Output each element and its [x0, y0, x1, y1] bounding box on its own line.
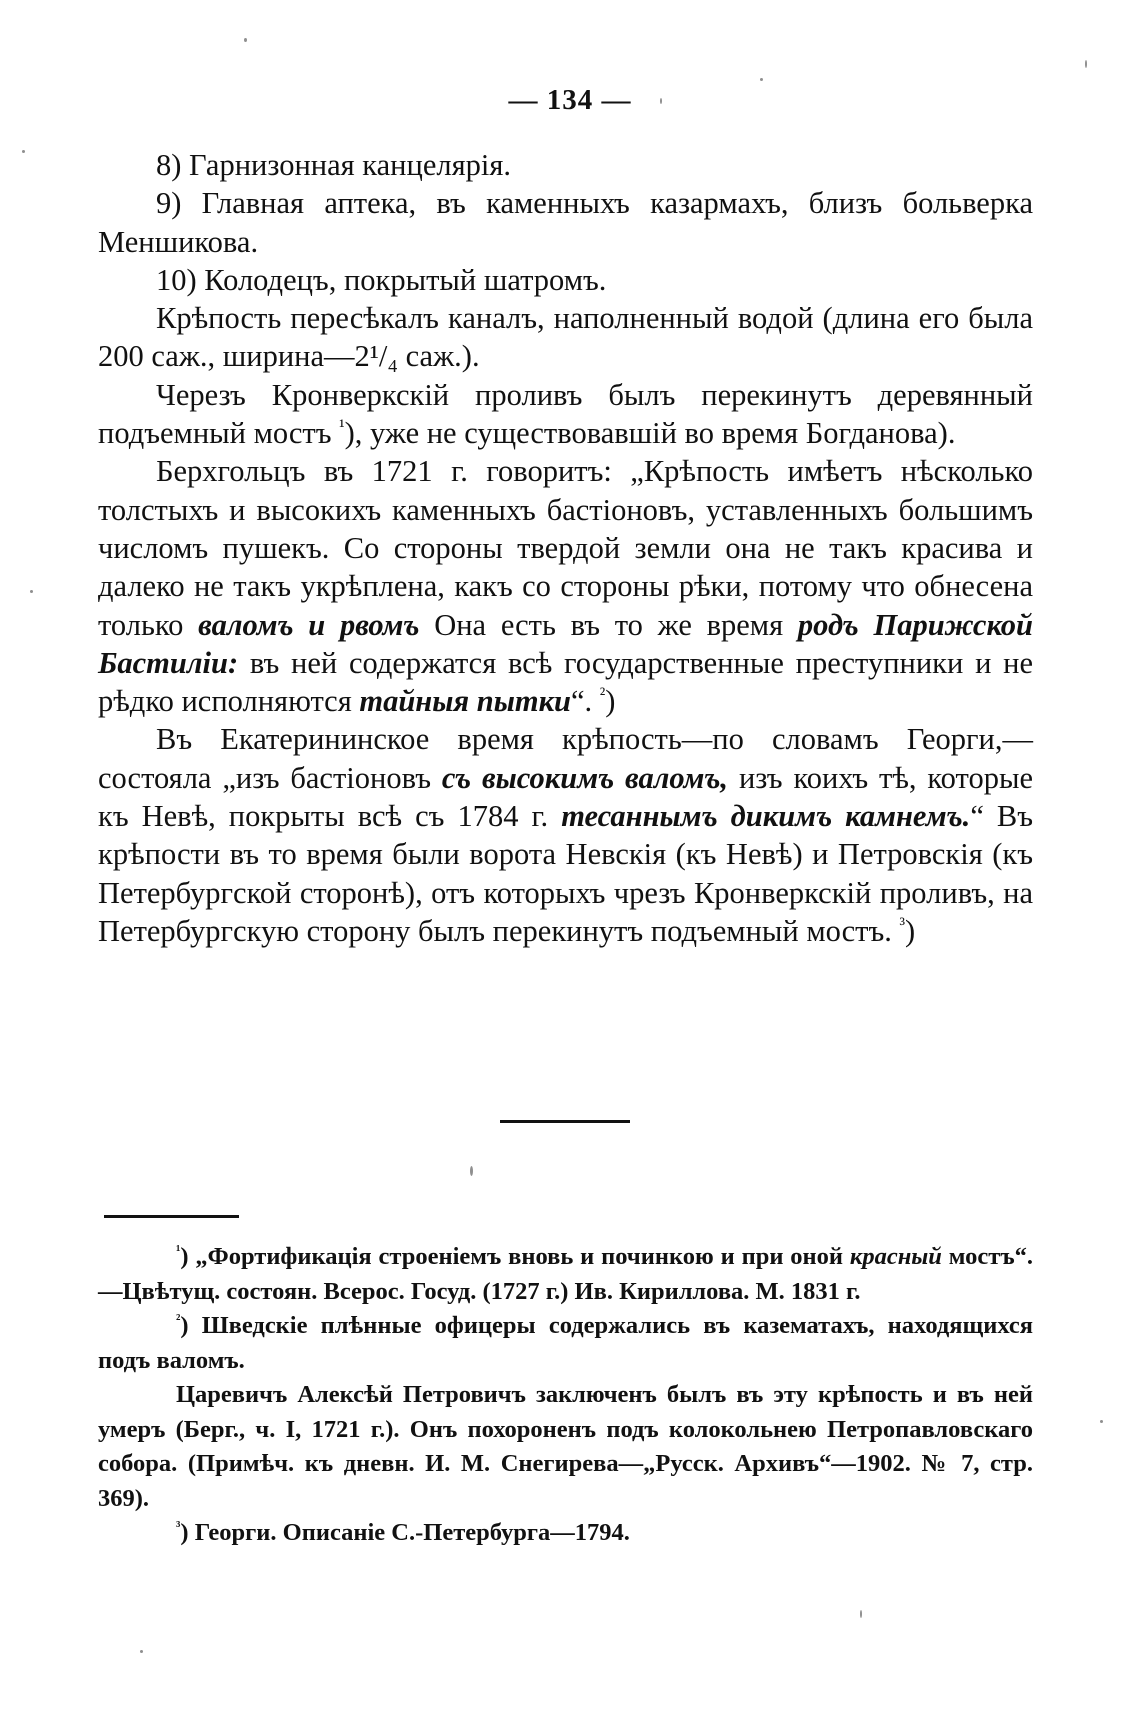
list-item-8: 8) Гарнизонная канцелярiя. [156, 148, 511, 182]
scan-speck [30, 590, 33, 593]
text-run: ) „Фортификацiя строенiемъ вновь и починкою и при оной [180, 1243, 850, 1270]
paragraph-berkholz [98, 452, 1033, 720]
footnotes [98, 1240, 1033, 1551]
footnote-ref-3: ³ [899, 913, 906, 934]
footnote-mark: ¹ [176, 1242, 181, 1259]
scan-speck [140, 1650, 143, 1653]
footnote-ref-1: ¹ [339, 415, 345, 436]
paragraph-canal: Крѣпость пересѣкалъ каналъ, наполненный водой (длина его была 200 саж., ширина—2¹/₄ саж.). [98, 301, 1033, 374]
page-number: — 134 — [508, 84, 632, 116]
italic-run: валомъ и рвомъ [198, 607, 420, 642]
italic-run: красный [849, 1243, 942, 1270]
text-run: въ ней содержатся всѣ государственные преступники и не рѣдко исполняются [98, 645, 1033, 719]
italic-run: тесаннымъ дикимъ камнемъ. [561, 799, 971, 834]
main-text [98, 146, 1033, 950]
footnote-divider [104, 1215, 239, 1218]
footnote-ref-2: ² [599, 684, 606, 704]
footnote-3 [98, 1516, 1033, 1551]
text-run: мостъ“.—Цвѣтущ. состоян. Всерос. Госуд. (1727 г.) Ив. Кириллова. М. 1831 г. [98, 1243, 1033, 1305]
text-run: Въ Екатерининское время крѣпость—по словамъ Георги,—состояла „изъ бастiоновъ [98, 722, 1033, 795]
scan-speck [22, 150, 25, 153]
text-run: Она есть въ то же время [419, 607, 798, 642]
scan-speck [470, 1166, 473, 1176]
scan-speck [760, 78, 763, 81]
text-run: “ Въ крѣпости въ то время были ворота Невскiя (къ Невѣ) и Петровскiя (къ Петербургской сторонѣ), отъ которыхъ чрезъ Кронверкскiй проливъ, на Петербургскую сторону былъ перекинутъ подъемный мостъ. [98, 799, 1033, 948]
footnote-2 [98, 1309, 1033, 1378]
text-run: ) [905, 913, 916, 948]
scan-speck [1100, 1420, 1103, 1423]
paragraph-bridge [98, 376, 1033, 453]
text-run: ), уже не существовавшiй во время Богданова). [344, 416, 956, 451]
text-run: ) [605, 684, 616, 719]
scan-speck [244, 38, 247, 42]
footnote-2-continued: Царевичъ Алексѣй Петровичъ заключенъ былъ въ эту крѣпость и въ ней умеръ (Берг., ч. I, 1721 г.). Онъ похороненъ подъ колокольнею Петропавловскаго собора. (Примѣч. къ дневн. И. М. Снегирева—„Русск. Архивъ“—1902. № 7, стр. 369). [98, 1381, 1033, 1512]
text-run: Черезъ Кронверкскiй проливъ былъ перекинутъ деревянный подъемный мостъ [98, 377, 1033, 451]
italic-run: тайныя пытки [359, 684, 571, 719]
list-item-9: 9) Главная аптека, въ каменныхъ казармахъ, близъ больверка Меншикова. [98, 186, 1033, 259]
section-divider [500, 1120, 630, 1123]
italic-run: съ высокимъ валомъ, [441, 760, 729, 795]
text-run: “. [571, 684, 600, 719]
text-run: ) Георги. Описанiе С.-Петербурга—1794. [180, 1519, 630, 1546]
paragraph-georgi [98, 720, 1033, 950]
text-run: изъ коихъ тѣ, которые къ Невѣ, покрыты всѣ съ 1784 г. [98, 760, 1033, 834]
text-run: Берхгольцъ въ 1721 г. говоритъ: „Крѣпость имѣетъ нѣсколько толстыхъ и высокихъ каменныхъ бастiоновъ, уставленныхъ большимъ числомъ пушекъ. Со стороны твердой земли она не такъ красива и далеко не такъ укрѣплена, какъ со стороны рѣки, потому что обнесена только [98, 454, 1033, 642]
footnote-mark: ² [176, 1311, 181, 1328]
italic-run: родъ Парижской Бастилiи: [98, 607, 1033, 680]
footnote-1 [98, 1240, 1033, 1309]
text-run: ) Шведскiе плѣнные офицеры содержались въ казематахъ, находящихся подъ валомъ. [98, 1312, 1033, 1374]
footnote-mark: ³ [176, 1518, 181, 1535]
scan-speck [1085, 60, 1087, 68]
scan-speck [860, 1610, 862, 1618]
list-item-10: 10) Колодецъ, покрытый шатромъ. [156, 262, 607, 297]
